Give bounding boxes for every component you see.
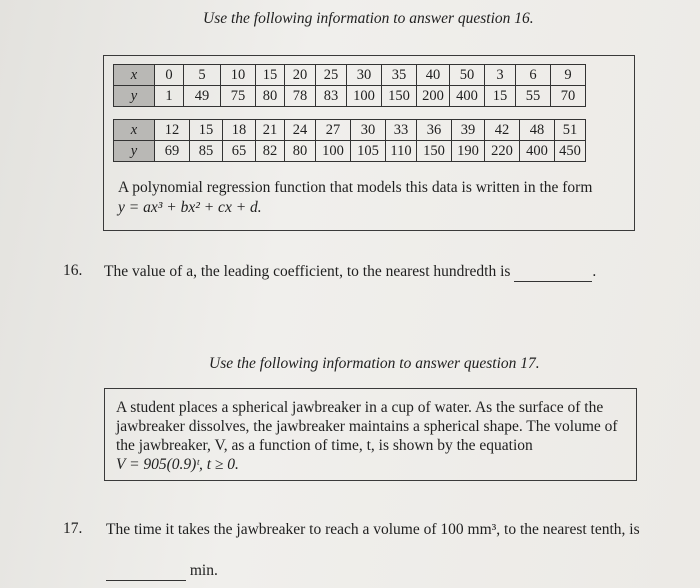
unit-label: min.: [189, 562, 218, 579]
y-header: y: [114, 141, 155, 162]
y-value-cell: 100: [347, 86, 382, 107]
x-value-cell: 50: [450, 65, 485, 86]
y-value-cell: 150: [417, 141, 452, 162]
y-value-cell: 80: [285, 141, 316, 162]
x-value-cell: 42: [485, 120, 520, 141]
y-value-cell: 80: [256, 86, 285, 107]
x-value-cell: 27: [316, 120, 351, 141]
x-value-cell: 0: [155, 65, 184, 86]
x-value-cell: 30: [347, 65, 382, 86]
y-value-cell: 70: [551, 86, 586, 107]
table-row: [114, 141, 586, 162]
y-value-cell: 69: [155, 141, 190, 162]
model-description: A polynomial regression function that models this data is written in the form: [118, 179, 593, 196]
question-16-number: 16.: [63, 262, 83, 279]
question-16-text: The value of a, the leading coefficient, to the nearest hundredth is .: [104, 263, 597, 280]
x-value-cell: 36: [417, 120, 452, 141]
q16-heading: Use the following information to answer question 16.: [203, 10, 534, 27]
box-line-1: A student places a spherical jawbreaker in a cup of water. As the surface of the: [116, 399, 604, 416]
y-header: y: [114, 86, 155, 107]
data-table-1: [113, 64, 586, 107]
y-value-cell: 65: [223, 141, 256, 162]
x-value-cell: 33: [386, 120, 417, 141]
y-value-cell: 450: [555, 141, 586, 162]
y-value-cell: 78: [285, 86, 316, 107]
x-value-cell: 6: [516, 65, 551, 86]
y-value-cell: 82: [256, 141, 285, 162]
x-header: x: [114, 120, 155, 141]
y-value-cell: 105: [351, 141, 386, 162]
table-row: [114, 65, 586, 86]
y-value-cell: 83: [316, 86, 347, 107]
x-header: x: [114, 65, 155, 86]
x-value-cell: 21: [256, 120, 285, 141]
y-value-cell: 110: [386, 141, 417, 162]
x-value-cell: 15: [190, 120, 223, 141]
y-value-cell: 49: [184, 86, 221, 107]
y-value-cell: 190: [452, 141, 485, 162]
x-value-cell: 5: [184, 65, 221, 86]
answer-line-17: [106, 561, 218, 581]
y-value-cell: 400: [520, 141, 555, 162]
x-value-cell: 25: [316, 65, 347, 86]
y-value-cell: 220: [485, 141, 520, 162]
y-value-cell: 400: [450, 86, 485, 107]
data-table-2: [113, 119, 586, 162]
box-line-2: jawbreaker dissolves, the jawbreaker maintains a spherical shape. The volume of: [116, 418, 618, 435]
x-value-cell: 10: [221, 65, 256, 86]
answer-blank-16[interactable]: [514, 262, 592, 282]
x-value-cell: 9: [551, 65, 586, 86]
x-value-cell: 51: [555, 120, 586, 141]
y-value-cell: 75: [221, 86, 256, 107]
y-value-cell: 85: [190, 141, 223, 162]
answer-blank-17[interactable]: [106, 561, 186, 581]
x-value-cell: 40: [417, 65, 450, 86]
box-line-4: V = 905(0.9)ᵗ, t ≥ 0.: [116, 456, 239, 473]
x-value-cell: 20: [285, 65, 316, 86]
box-line-3: the jawbreaker, V, as a function of time, t, is shown by the equation: [116, 437, 533, 454]
x-value-cell: 18: [223, 120, 256, 141]
x-value-cell: 30: [351, 120, 386, 141]
x-value-cell: 12: [155, 120, 190, 141]
x-value-cell: 24: [285, 120, 316, 141]
x-value-cell: 48: [520, 120, 555, 141]
q17-heading: Use the following information to answer question 17.: [209, 355, 540, 372]
table-row: [114, 86, 586, 107]
y-value-cell: 1: [155, 86, 184, 107]
question-17-number: 17.: [63, 520, 83, 537]
model-equation: y = ax³ + bx² + cx + d.: [118, 199, 262, 216]
y-value-cell: 150: [382, 86, 417, 107]
question-17-text: The time it takes the jawbreaker to reach a volume of 100 mm³, to the nearest tenth, is: [106, 521, 640, 538]
y-value-cell: 15: [485, 86, 516, 107]
x-value-cell: 39: [452, 120, 485, 141]
y-value-cell: 200: [417, 86, 450, 107]
y-value-cell: 55: [516, 86, 551, 107]
x-value-cell: 35: [382, 65, 417, 86]
x-value-cell: 3: [485, 65, 516, 86]
table-row: [114, 120, 586, 141]
y-value-cell: 100: [316, 141, 351, 162]
x-value-cell: 15: [256, 65, 285, 86]
